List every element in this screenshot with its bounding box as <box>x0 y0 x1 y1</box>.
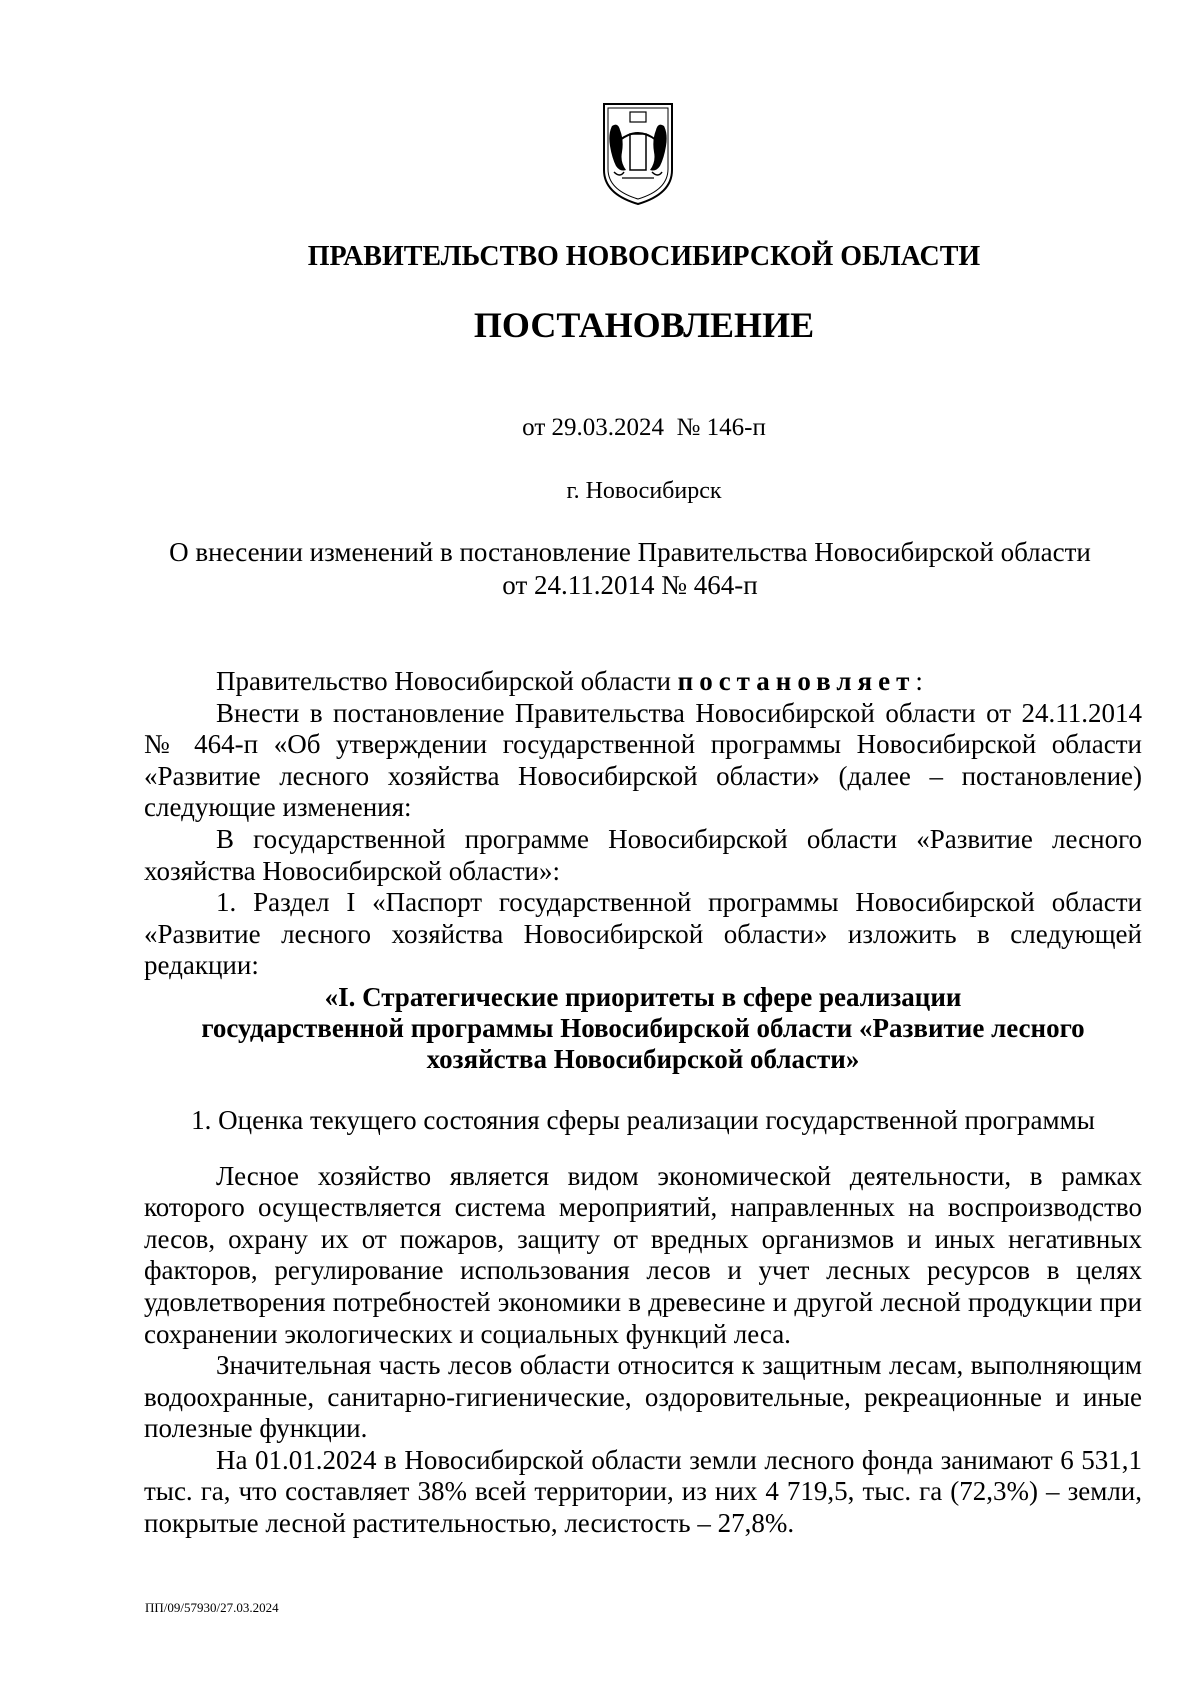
paragraph-1: Внести в постановление Правительства Новосибирской области от 24.11.2014 № 464-п «Об утверждении государственной программы Новосибирской области «Развитие лесного хозяйства Новосибирской области» (далее – постановление) следующие изменения: <box>144 697 1142 823</box>
subject-line-2: от 24.11.2014 № 464-п <box>502 570 758 600</box>
section-title-line-2: государственной программы Новосибирской области «Развитие лесного <box>201 1012 1085 1043</box>
document-date-number: от 29.03.2024 № 146-п <box>522 414 766 441</box>
document-city: г. Новосибирск <box>566 478 722 504</box>
organization-title: ПРАВИТЕЛЬСТВО НОВОСИБИРСКОЙ ОБЛАСТИ <box>307 241 981 272</box>
paragraph-2: В государственной программе Новосибирской области «Развитие лесного хозяйства Новосибирской области»: <box>144 823 1142 886</box>
section-title-line-1: «I. Стратегические приоритеты в сфере реализации <box>324 981 962 1012</box>
decree-suffix: : <box>915 666 923 696</box>
paragraph-5: Значительная часть лесов области относится к защитным лесам, выполняющим водоохранные, санитарно-гигиенические, оздоровительные, рекреационные и иные полезные функции. <box>144 1350 1142 1444</box>
document-subject <box>150 536 1110 602</box>
document-type-title: ПОСТАНОВЛЕНИЕ <box>473 305 815 345</box>
subject-line-1: О внесении изменений в постановление Правительства Новосибирской области <box>169 537 1091 567</box>
document-code: ПП/09/57930/27.03.2024 <box>145 1600 279 1615</box>
paragraph-3: 1. Раздел I «Паспорт государственной программы Новосибирской области «Развитие лесного хозяйства Новосибирской области» изложить в следующей редакции: <box>144 887 1142 981</box>
decree-word: постановляет <box>677 666 916 696</box>
decree-paragraph <box>144 666 1142 698</box>
section-title-line-3: хозяйства Новосибирской области» <box>426 1043 860 1074</box>
paragraph-6: На 01.01.2024 в Новосибирской области земли лесного фонда занимают 6 531,1 тыс. га, что составляет 38% всей территории, из них 4 719,5, тыс. га (72,3%) – земли, покрытые лесной растительностью, лесистость – 27,8%. <box>144 1444 1142 1539</box>
paragraph-4: Лесное хозяйство является видом экономической деятельности, в рамках которого осуществляется система мероприятий, направленных на воспроизводство лесов, охрану их от пожаров, защиту от вредных организмов и иных негативных факторов, регулирование использования лесов и учет лесных ресурсов в целях удовлетворения потребностей экономики в древесине и другой лесной продукции при сохранении экологических и социальных функций леса. <box>144 1160 1142 1349</box>
decree-prefix: Правительство Новосибирской области <box>216 666 678 696</box>
subsection-heading: 1. Оценка текущего состояния сферы реализации государственной программы <box>191 1104 1095 1135</box>
coat-of-arms-icon <box>600 100 676 208</box>
section-title <box>144 982 1142 1075</box>
document-body <box>144 666 1142 1540</box>
